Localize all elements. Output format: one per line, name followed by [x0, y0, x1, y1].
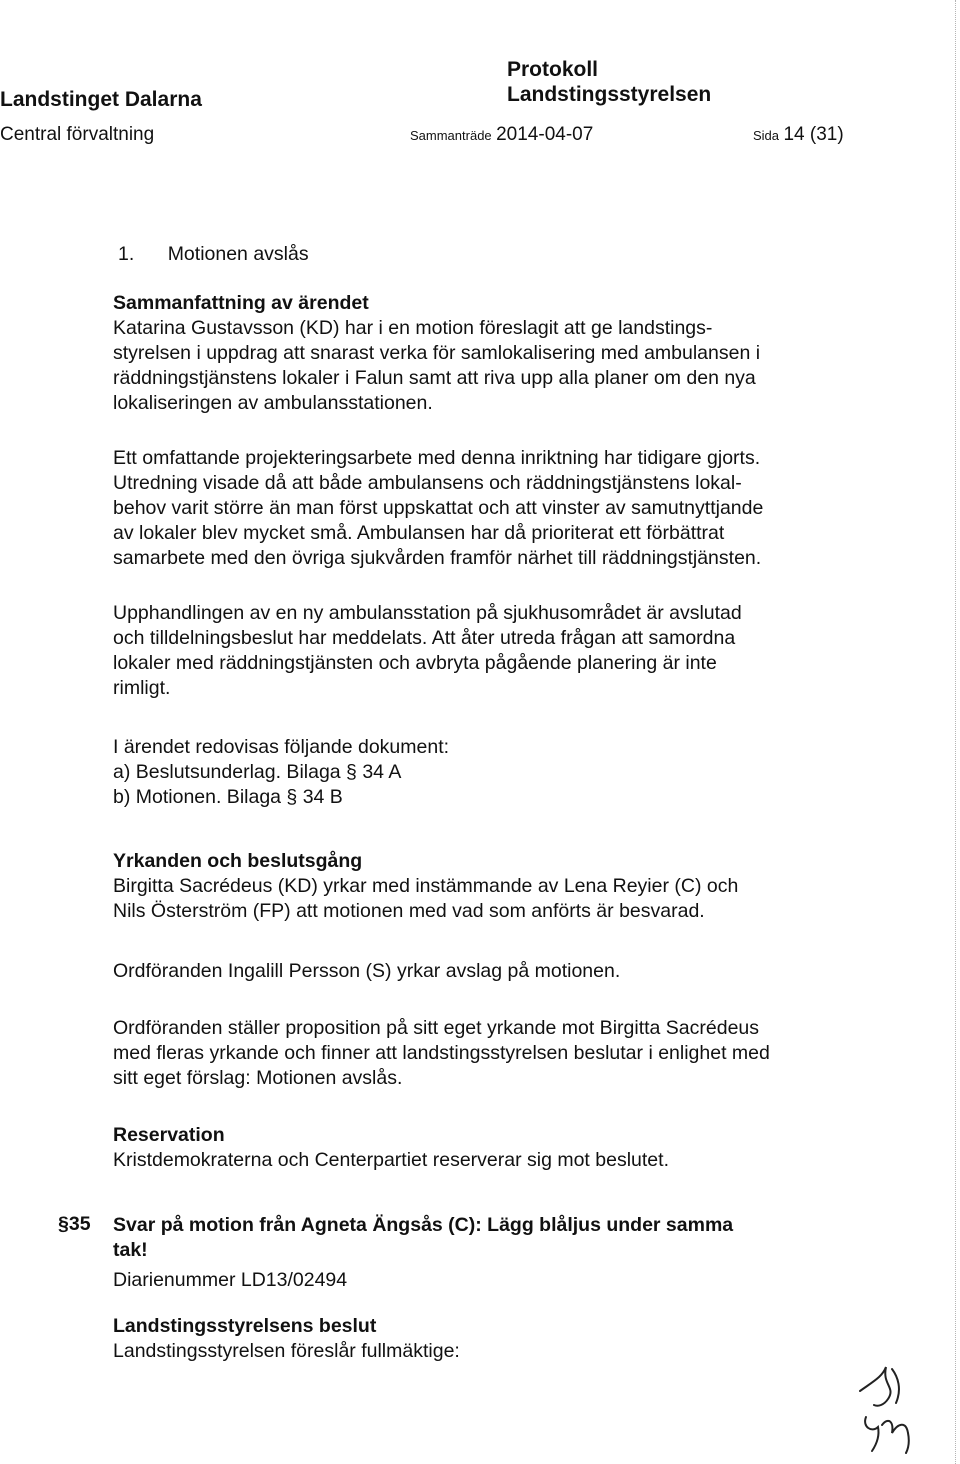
summary-line: räddningstjänstens lokaler i Falun samt att riva upp alla planer om den nya: [113, 367, 756, 389]
section-title-line: Svar på motion från Agneta Ängsås (C): Lägg blåljus under samma: [113, 1214, 734, 1236]
meeting-label: Sammanträde: [410, 128, 492, 143]
meeting-date: 2014-04-07: [496, 124, 594, 145]
motions-section: [113, 849, 738, 924]
chair-motion-paragraph: [113, 959, 620, 984]
handwritten-initials: [852, 1355, 932, 1455]
summary-line: lokaliseringen av ambulansstationen.: [113, 392, 433, 414]
motions-line: sitt eget förslag: Motionen avslås.: [113, 1067, 403, 1089]
board-name: Landstingsstyrelsen: [507, 83, 712, 106]
page-number: [753, 124, 844, 146]
summary-heading: Sammanfattning av ärendet: [113, 292, 369, 314]
paragraph-line: rimligt.: [113, 677, 171, 699]
proposition-paragraph: [113, 1016, 770, 1091]
motions-heading: Yrkanden och beslutsgång: [113, 850, 363, 872]
meeting-info: [410, 124, 593, 146]
reservation-text: Kristdemokraterna och Centerpartiet reserverar sig mot beslutet.: [113, 1149, 669, 1171]
documents-list: [113, 735, 449, 810]
summary-section: [113, 291, 760, 416]
decision-text: Landstingsstyrelsen föreslår fullmäktige:: [113, 1340, 460, 1362]
page-value: 14 (31): [783, 124, 844, 145]
scan-edge-artifact: [955, 0, 960, 1464]
organization-name: Landstinget Dalarna: [0, 88, 202, 111]
motions-line: Birgitta Sacrédeus (KD) yrkar med instämmande av Lena Reyier (C) och: [113, 875, 739, 897]
background-paragraph: [113, 446, 763, 571]
procurement-paragraph: [113, 601, 742, 701]
decision-item-text: Motionen avslås: [167, 243, 309, 265]
summary-line: Katarina Gustavsson (KD) har i en motion föreslagit att ge landstings-: [113, 317, 713, 339]
paragraph-line: Upphandlingen av en ny ambulansstation på sjukhusområdet är avslutad: [113, 602, 742, 624]
section-35: [113, 1213, 733, 1364]
paragraph-line: lokaler med räddningstjänsten och avbryta pågående planering är inte: [113, 652, 717, 674]
motions-line: Nils Österström (FP) att motionen med vad som anförts är besvarad.: [113, 900, 705, 922]
paragraph-line: Ett omfattande projekteringsarbete med denna inriktning har tidigare gjorts.: [113, 447, 761, 469]
paragraph-line: samarbete med den övriga sjukvården framför närhet till räddningstjänsten.: [113, 547, 762, 569]
paragraph-line: Utredning visade då att både ambulansens och räddningstjänstens lokal-: [113, 472, 742, 494]
diarie-number: Diarienummer LD13/02494: [113, 1269, 348, 1291]
reservation-heading: Reservation: [113, 1124, 225, 1146]
decision-heading: Landstingsstyrelsens beslut: [113, 1315, 377, 1337]
section-number: §35: [58, 1213, 91, 1235]
paragraph-line: behov varit större än man först uppskattat och att vinster av samutnyttjande: [113, 497, 764, 519]
document-item: b) Motionen. Bilaga § 34 B: [113, 786, 343, 808]
page-label: Sida: [753, 128, 780, 143]
paragraph-line: av lokaler blev mycket små. Ambulansen har då prioriterat ett förbättrat: [113, 522, 725, 544]
decision-item: [118, 242, 309, 267]
document-type: Protokoll: [507, 58, 599, 81]
paragraph-line: och tilldelningsbeslut har meddelats. Att åter utreda frågan att samordna: [113, 627, 736, 649]
section-title-line: tak!: [113, 1239, 148, 1261]
motions-line: med fleras yrkande och finner att landstingsstyrelsen beslutar i enlighet med: [113, 1042, 770, 1064]
summary-line: styrelsen i uppdrag att snarast verka för samlokalisering med ambulansen i: [113, 342, 761, 364]
decision-item-number: 1.: [118, 243, 135, 265]
motions-line: Ordföranden Ingalill Persson (S) yrkar avslag på motionen.: [113, 960, 621, 982]
document-item: a) Beslutsunderlag. Bilaga § 34 A: [113, 761, 402, 783]
motions-line: Ordföranden ställer proposition på sitt eget yrkande mot Birgitta Sacrédeus: [113, 1017, 760, 1039]
documents-intro: I ärendet redovisas följande dokument:: [113, 736, 450, 758]
department-name: Central förvaltning: [0, 124, 155, 145]
reservation-section: [113, 1123, 669, 1173]
